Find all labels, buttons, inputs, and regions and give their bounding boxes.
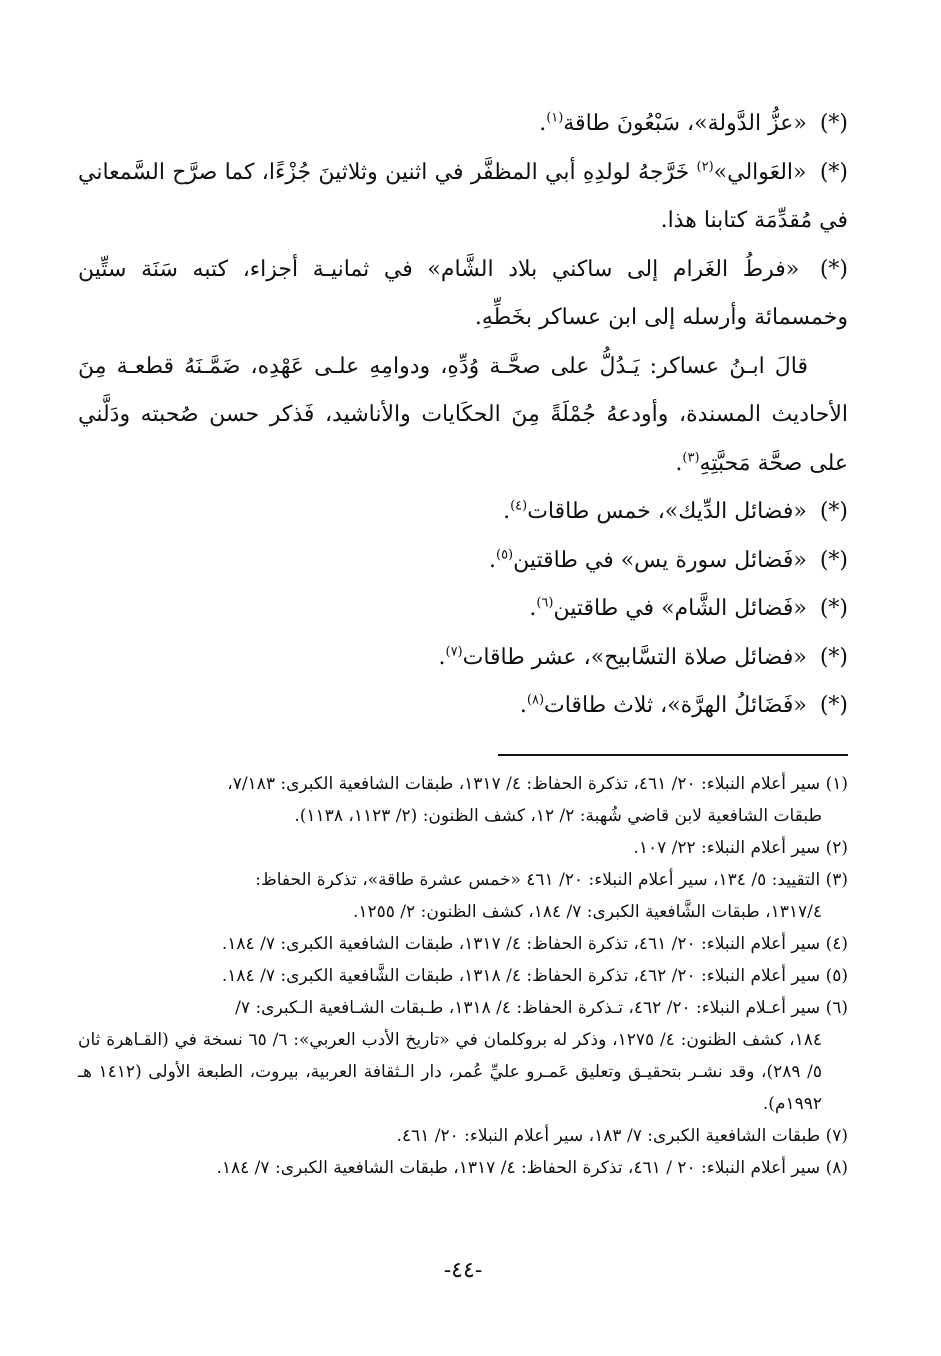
footnote-5: [78, 960, 848, 992]
footnote-ref: (٨): [526, 692, 545, 708]
footnote-continuation: ١٣١٧/٤، طبقات الشَّافعية الكبرى: ٧/ ١٨٤، كشف الظنون: ٢/ ١٢٥٥.: [352, 902, 822, 922]
ibn-asakir-paragraph: [78, 343, 848, 489]
footnote-text: سير أعلام النبلاء: ٢٠/ ٤٦١، تذكرة الحفاظ: ٤/ ١٣١٧، طبقات الشافعية الكبرى: ٧/١٨٣،: [227, 774, 821, 794]
footnote-number: (١): [825, 774, 848, 794]
entry-fadail-al-sham: [78, 585, 848, 634]
entry-fart-al-gharam: [78, 246, 848, 343]
footnote-7: [78, 1120, 848, 1152]
footnote-text: سير أعلام النبلاء: ٢٠/ ٤٦٢، تذكرة الحفاظ: ٤/ ١٣١٨، طبقات الشَّافعية الكبرى: ٧/ ١٨٤.: [221, 966, 821, 986]
footnote-ref: (٣): [682, 450, 700, 466]
footnote-ref: (٤): [510, 498, 528, 514]
footnote-text: التقييد: ٥/ ١٣٤، سير أعلام النبلاء: ٢٠/ ٤٦١ «خمس عشرة طاقة»، تذكرة الحفاظ:: [255, 870, 821, 890]
footnote-divider: [498, 754, 848, 756]
entry-marker: (*): [819, 596, 848, 621]
paragraph-text: قالَ ابـنُ عساكر: يَـدُلُّ على صحَّـة وُدِّهِ، ودوامِهِ علـى عَهْدِه، ضَمَّـنَهُ قطعـة مِنَ الأحاديث المسندة، وأودعهُ جُمْلَةً مِنَ الحكَايات والأناشيد، فَذكر حسن صُحبته ودَلَّني على صحَّة مَحبَّتِهِ: [78, 353, 848, 476]
footnote-ref: (٦): [536, 595, 554, 611]
footnote-text: سير أعلام النبلاء: ٢٢/ ١٠٧.: [633, 838, 821, 858]
footnotes: [78, 768, 848, 1184]
footnote-text: طبقات الشافعية الكبرى: ٧/ ١٨٣، سير أعلام النبلاء: ٢٠/ ٤٦١.: [396, 1126, 821, 1146]
footnote-number: (٧): [825, 1126, 848, 1146]
footnote-text: سير أعلام النبلاء: ٢٠ / ٤٦١، تذكرة الحفاظ: ٤/ ١٣١٧، طبقات الشافعية الكبرى: ٧/ ١٨٤.: [216, 1158, 821, 1178]
footnote-number: (٤): [825, 934, 848, 954]
entry-tail: .: [438, 644, 446, 670]
entry-tail: .: [539, 111, 547, 136]
footnote-6: [78, 992, 848, 1120]
entry-tail: .: [519, 693, 527, 718]
entry-marker: (*): [819, 547, 848, 573]
footnote-number: (٨): [825, 1158, 848, 1178]
entry-text: «فضائل الدِّيك»، خمس طاقات: [527, 499, 807, 524]
paragraph-tail: .: [675, 450, 683, 476]
entry-marker: (*): [819, 159, 849, 185]
footnote-ref: (٢): [696, 159, 714, 175]
footnote-number: (٢): [825, 838, 848, 858]
entry-text: «فضائل صلاة التسَّابيح»، عشر طاقات: [462, 644, 807, 670]
entry-al-awali: [78, 149, 848, 246]
footnote-2: [78, 832, 848, 864]
entry-text: «عزُّ الدَّولة»، سَبْعُونَ طاقة: [563, 111, 807, 136]
footnote-3: [78, 864, 848, 928]
footnote-number: (٦): [825, 998, 848, 1018]
entry-tail: خَرَّجهُ لولدِهِ أبي المظفَّر في اثنين وثلاثينَ جُزْءًا، كما صرَّح السَّمعاني في مُقدِّمَة كتابنا هذا.: [78, 159, 848, 233]
entry-izz-al-dawla: [78, 100, 848, 149]
footnote-4: [78, 928, 848, 960]
footnote-number: (٥): [825, 966, 848, 986]
footnote-ref: (٥): [495, 547, 514, 563]
page-number: -٤٤-: [443, 1258, 483, 1283]
footnote-8: [78, 1152, 848, 1184]
footnote-1: [78, 768, 848, 832]
entry-text: «فَضائل الشَّام» في طاقتين: [553, 596, 807, 621]
entry-text: «فَضَائلُ الهرَّة»، ثلاث طاقات: [544, 693, 807, 718]
footnote-ref: (١): [546, 110, 564, 126]
footnote-number: (٣): [825, 870, 848, 890]
entry-fadail-al-dik: [78, 488, 848, 537]
entry-marker: (*): [819, 256, 848, 282]
entry-marker: (*): [819, 693, 848, 718]
entry-fadail-al-hirra: [78, 682, 848, 731]
entry-marker: (*): [819, 111, 848, 136]
entry-tail: .: [529, 596, 537, 621]
entry-marker: (*): [819, 644, 848, 670]
entry-marker: (*): [819, 499, 848, 524]
entry-text: «فرطُ الغَرام إلى ساكني بلاد الشَّام» في ثمانيـة أجزاء، كتبه سَنَة ستِّين وخمسمائة وأرسله إلى ابن عساكر بخَطِّهِ.: [78, 256, 848, 330]
entry-text: «فَضائل سورة يس» في طاقتين: [513, 547, 807, 573]
entry-tail: .: [503, 499, 511, 524]
main-text: [78, 100, 848, 731]
footnote-continuation: ١٨٤، كشف الظنون: ٤/ ١٢٧٥، وذكر له بروكلمان في «تاريخ الأدب العربي»: ٦/ ٦٥ نسخة في (القـاهرة ثان ٥/ ٢٨٩)، وقد نشـر بتحقيـق وتعليق عَمـرو عليِّ عُمر، دار الـثقافة العربية، بيروت، الطبعة الأولى (١٤١٢ هـ ١٩٩٢م).: [78, 1030, 822, 1114]
footnote-continuation: طبقات الشافعية لابن قاضي شُهبة: ٢/ ١٢، كشف الظنون: (٢/ ١١٢٣، ١١٣٨).: [294, 806, 822, 826]
entry-tail: .: [488, 547, 496, 573]
entry-fadail-salat-al-tasabih: [78, 634, 848, 683]
footnote-text: سير أعـلام النبلاء: ٢٠/ ٤٦٢، تـذكرة الحفاظ: ٤/ ١٣١٨، طـبقات الشـافعية الـكبرى: ٧/: [235, 998, 821, 1018]
entry-text: «العَوالي»: [713, 159, 807, 185]
footnote-ref: (٧): [445, 644, 463, 660]
footnote-text: سير أعلام النبلاء: ٢٠/ ٤٦١، تذكرة الحفاظ: ٤/ ١٣١٧، طبقات الشافعية الكبرى: ٧/ ١٨٤.: [221, 934, 821, 954]
book-page: [78, 100, 848, 1300]
entry-fadail-surat-yasin: [78, 537, 848, 586]
